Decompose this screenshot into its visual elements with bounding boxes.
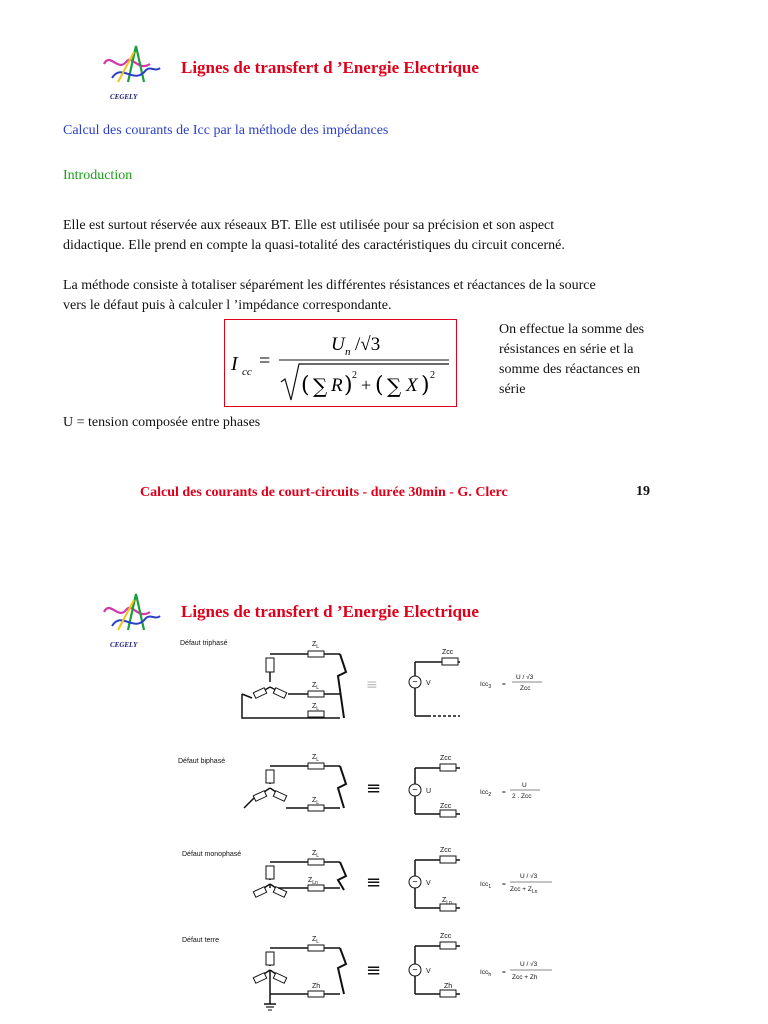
equiv-symbol: ≡ xyxy=(366,677,378,693)
section-heading: Introduction xyxy=(63,168,133,183)
svg-text:Zcc + ZLn xyxy=(510,886,538,895)
diagram-label: Défaut triphasé xyxy=(180,640,228,647)
svg-text:Icc1 xyxy=(480,881,491,890)
diagram-label: Défaut terre xyxy=(182,937,219,944)
svg-text:~: ~ xyxy=(412,786,418,794)
paragraph-1 xyxy=(63,216,723,256)
side-note xyxy=(499,320,719,400)
formula-num: U / √3 xyxy=(520,873,538,880)
formula-sub: 1 xyxy=(488,884,492,890)
u-definition: U = tension composée entre phases xyxy=(63,415,261,430)
formula-numerator: U xyxy=(331,334,345,355)
source-label: U xyxy=(426,788,432,795)
formula-numerator-sub: n xyxy=(345,346,351,358)
svg-text:=: = xyxy=(502,789,506,796)
svg-text:~: ~ xyxy=(412,878,418,886)
formula-left: Icc xyxy=(480,969,489,976)
formula-sub: h xyxy=(488,972,492,978)
paragraph-1-line-2: didactique. Elle prend en compte la quasi-totalité des caractéristiques du circuit concerné. xyxy=(63,238,565,253)
svg-text:=: = xyxy=(259,350,271,372)
equiv-symbol: ≡ xyxy=(366,960,382,981)
zcc-label: Zcc xyxy=(440,847,452,854)
paragraph-1-line-1: Elle est surtout réservée aux réseaux BT. Elle est utilisée pour sa précision et son aspect xyxy=(63,218,555,233)
diagram-biphase xyxy=(170,750,590,825)
side-note-line-4: série xyxy=(499,382,526,397)
diagram-triphase xyxy=(170,632,590,727)
zcc-label: Zcc xyxy=(440,755,452,762)
formula-sum-x: X xyxy=(406,375,418,396)
cegely-logo xyxy=(98,42,168,102)
diagram-label: Défaut biphasé xyxy=(178,758,226,765)
page-number: 19 xyxy=(636,484,650,499)
paragraph-2-line-2: vers le défaut puis à calculer l ’impédance correspondante. xyxy=(63,298,392,313)
side-note-line-1: On effectue la somme des xyxy=(499,322,645,337)
formula-num: U xyxy=(522,782,527,789)
svg-text:∑: ∑ xyxy=(387,374,402,398)
formula-left: Icc xyxy=(480,681,489,688)
svg-text:+: + xyxy=(361,375,372,395)
formula-num: U / √3 xyxy=(516,674,534,681)
paragraph-2-line-1: La méthode consiste à totaliser séparément les différentes résistances et réactances de la source xyxy=(63,278,596,293)
side-note-line-3: somme des réactances en xyxy=(499,362,641,377)
diagram-terre xyxy=(170,928,590,1020)
logo-text: CEGELY xyxy=(110,93,138,101)
formula-den: Zcc + Zh xyxy=(512,974,538,981)
svg-text:2: 2 xyxy=(430,370,435,381)
svg-text:Icc3 xyxy=(480,681,491,690)
svg-text:ZL: $Z_L$ xyxy=(312,754,320,763)
formula-sum-r: R xyxy=(331,375,343,396)
zcc-return-label: Zcc xyxy=(440,803,452,810)
formula-den: Zcc + Z xyxy=(510,886,532,893)
formula-num: U / √3 xyxy=(520,961,538,968)
svg-text:~: ~ xyxy=(412,678,418,686)
svg-text:ZL: $Z_L$ xyxy=(312,703,320,712)
formula-sub: 3 xyxy=(488,684,492,690)
svg-text:ZL: $Z_L$ xyxy=(312,936,320,945)
svg-text:(: ( xyxy=(375,373,384,398)
zcc-label: Zcc xyxy=(440,933,452,940)
svg-text:Icch xyxy=(480,969,491,978)
side-note-line-2: résistances en série et la xyxy=(499,342,634,357)
svg-text:ZL: $Z_L$ xyxy=(312,682,320,691)
svg-text:Zh: Zh xyxy=(312,983,321,990)
svg-text:~: ~ xyxy=(412,966,418,974)
svg-text:ZL: $Z_L$ xyxy=(312,850,320,859)
diagram-label: Défaut monophasé xyxy=(182,851,242,858)
equiv-symbol: ≡ xyxy=(366,872,382,893)
svg-text:(: ( xyxy=(301,373,310,398)
svg-text:): ) xyxy=(344,373,353,398)
svg-text:2: 2 xyxy=(352,370,357,381)
source-label: V xyxy=(426,968,431,975)
page-title: Lignes de transfert d ’Energie Electrique xyxy=(181,58,479,77)
svg-text:=: = xyxy=(502,969,506,976)
source-label: V xyxy=(426,680,431,687)
equiv-symbol: ≡ xyxy=(366,778,382,799)
zret-label: Z xyxy=(442,897,447,904)
cegely-logo-2 xyxy=(98,590,168,650)
formula-numerator-rest: /√3 xyxy=(355,334,381,355)
formula-sub: 2 xyxy=(488,792,492,798)
zret-label: Zh xyxy=(444,983,453,990)
formula-den: 2 . Zcc xyxy=(512,793,532,800)
page-title-2: Lignes de transfert d ’Energie Electrique xyxy=(181,602,479,621)
formula-den-sub: Ln xyxy=(531,889,538,895)
svg-text:=: = xyxy=(502,681,506,688)
formula-left: Icc xyxy=(480,881,489,888)
svg-text:Icc2 xyxy=(480,789,491,798)
section-subtitle: Calcul des courants de Icc par la méthode des impédances xyxy=(63,123,389,138)
formula-lhs: I xyxy=(231,353,238,375)
svg-text:∑: ∑ xyxy=(313,374,328,398)
svg-text:=: = xyxy=(502,881,506,888)
paragraph-2 xyxy=(63,276,733,316)
zcc-label: Zcc xyxy=(442,649,454,656)
zret-sub: Ln xyxy=(446,900,452,906)
svg-text:ZL: $Z_L$ xyxy=(312,797,320,806)
formula-left: Icc xyxy=(480,789,489,796)
icc-formula-box xyxy=(224,319,457,407)
formula-den: Zcc xyxy=(520,685,531,692)
footer-text: Calcul des courants de court-circuits - durée 30min - G. Clerc xyxy=(140,485,508,500)
svg-text:ZLn: $Z_{Ln}$ xyxy=(308,877,318,886)
icc-formula xyxy=(225,320,456,406)
logo-text-2: CEGELY xyxy=(110,641,138,649)
formula-lhs-sub: cc xyxy=(242,366,252,378)
svg-text:ZL: $Z_L$ xyxy=(312,641,320,650)
diagram-monophase xyxy=(170,840,590,915)
svg-text:): ) xyxy=(421,373,430,398)
source-label: V xyxy=(426,880,431,887)
